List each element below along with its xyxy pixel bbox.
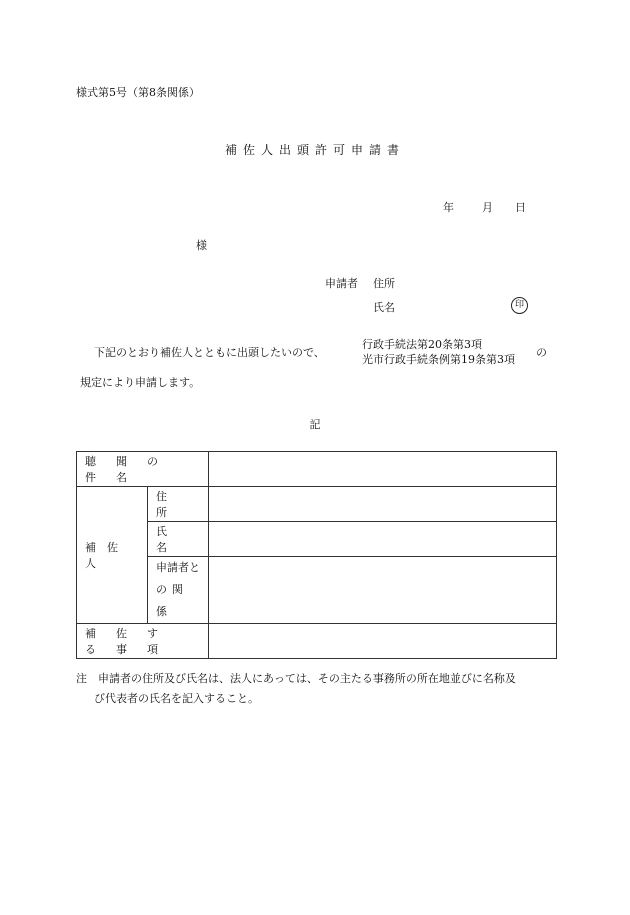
document-title: 補佐人出頭許可申請書 <box>224 143 405 157</box>
assistant-address-field[interactable] <box>209 487 557 522</box>
hearing-subject-label: 聴聞の件名 <box>77 452 209 487</box>
hearing-subject-field[interactable] <box>209 452 557 487</box>
date-day-label: 日 <box>515 201 526 214</box>
table-row <box>77 487 557 522</box>
assistant-address-label: 住所 <box>148 487 209 522</box>
note-line-1: 注 申請者の住所及び氏名は、法人にあっては、その主たる事務所の所在地並びに名称及 <box>76 672 516 685</box>
date-year-label: 年 <box>443 201 454 214</box>
body-text-line-1: 下記のとおり補佐人とともに出頭したいので、 <box>94 346 325 359</box>
relationship-label-line-2: の関係 <box>156 583 188 618</box>
table-row <box>77 624 557 659</box>
ki-heading: 記 <box>309 418 321 431</box>
form-number: 様式第5号（第8条関係） <box>76 86 200 99</box>
assistant-label: 補佐人 <box>77 487 148 624</box>
body-particle: の <box>536 346 547 359</box>
relationship-field[interactable] <box>209 557 557 624</box>
note-line-2: び代表者の氏名を記入すること。 <box>94 692 259 705</box>
addressee-honorific: 様 <box>196 239 207 252</box>
table-row <box>77 452 557 487</box>
assistant-name-label: 氏名 <box>148 522 209 557</box>
assistant-name-field[interactable] <box>209 522 557 557</box>
relationship-label-line-1: 申請者と <box>156 561 200 574</box>
applicant-label: 申請者 <box>325 277 358 290</box>
applicant-name-label: 氏名 <box>373 301 395 314</box>
relationship-label <box>148 557 209 624</box>
law-reference-1: 行政手続法第20条第3項 <box>362 338 482 351</box>
table-row <box>77 557 557 624</box>
table-row <box>77 522 557 557</box>
date-month-label: 月 <box>482 201 493 214</box>
law-reference-2: 光市行政手続条例第19条第3項 <box>362 353 515 366</box>
assisting-matters-field[interactable] <box>209 624 557 659</box>
applicant-address-label: 住所 <box>373 277 395 290</box>
seal-mark: 印 <box>511 297 528 314</box>
application-table <box>76 451 557 659</box>
body-text-line-2: 規定により申請します。 <box>80 376 201 389</box>
assisting-matters-label: 補佐する事項 <box>77 624 209 659</box>
